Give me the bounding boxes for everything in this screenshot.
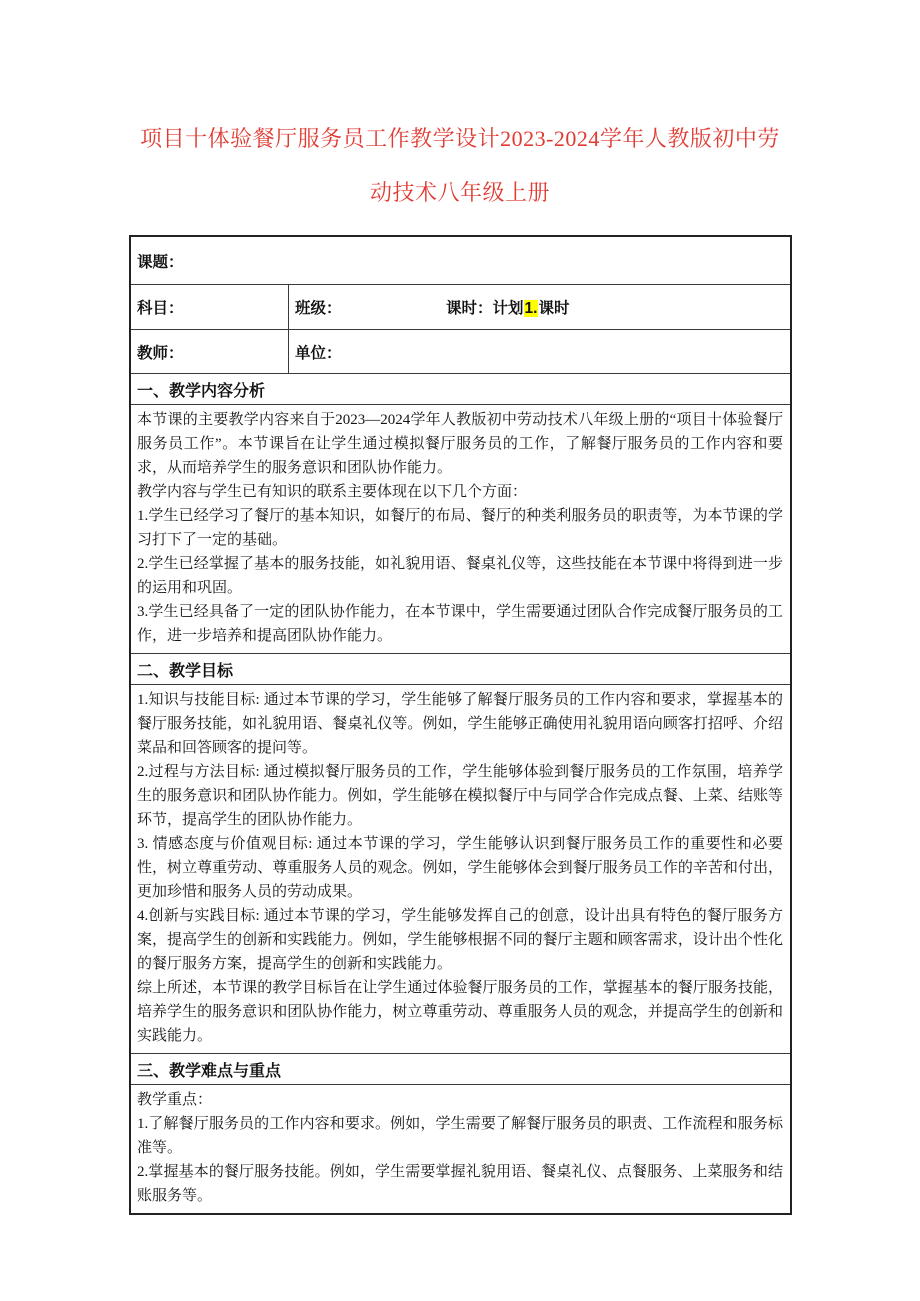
section-2-content xyxy=(131,684,790,1053)
unit-label: 单位： xyxy=(295,344,342,362)
document-title-line-2: 动技术八年级上册 xyxy=(369,180,550,205)
teacher-unit-row xyxy=(131,329,790,373)
paragraph: 教学重点： xyxy=(137,1092,213,1108)
period-suffix: 课时 xyxy=(538,300,570,317)
paragraph: 4.创新与实践目标: 通过本节课的学习，学生能够发挥自己的创意，设计出具有特色的餐厅服务方案，提高学生的创新和实践能力。例如，学生能够根据不同的餐厅主题和顾客需求，设计出个性化的餐厅服务方案，提高学生的创新和实践能力。 xyxy=(137,908,783,972)
paragraph: 1.知识与技能目标: 通过本节课的学习，学生能够了解餐厅服务员的工作内容和要求，掌握基本的餐厅服务技能，如礼貌用语、餐桌礼仪等。例如，学生能够正确使用礼貌用语向顾客打招呼、介绍菜品和回答顾客的提问等。 xyxy=(137,692,783,756)
paragraph: 本节课的主要教学内容来自于2023—2024学年人教版初中劳动技术八年级上册的“项目十体验餐厅服务员工作”。本节课旨在让学生通过模拟餐厅服务员的工作，了解餐厅服务员的工作内容和要求，从而培养学生的服务意识和团队协作能力。 xyxy=(137,412,783,476)
section-1-header: 一、教学内容分析 xyxy=(131,373,790,404)
section-1-content xyxy=(131,404,790,653)
subject-class-period-row xyxy=(131,284,790,329)
subject-label: 科目： xyxy=(137,300,184,317)
paragraph: 1.了解餐厅服务员的工作内容和要求。例如，学生需要了解餐厅服务员的职责、工作流程和服务标准等。 xyxy=(137,1116,783,1156)
topic-row xyxy=(131,237,790,284)
paragraph: 2.学生已经掌握了基本的服务技能，如礼貌用语、餐桌礼仪等，这些技能在本节课中将得到进一步的运用和巩固。 xyxy=(137,556,783,596)
paragraph: 教学内容与学生已有知识的联系主要体现在以下几个方面： xyxy=(137,484,528,500)
topic-cell xyxy=(131,237,790,284)
paragraph: 3.学生已经具备了一定的团队协作能力，在本节课中，学生需要通过团队合作完成餐厅服务员的工作，进一步培养和提高团队协作能力。 xyxy=(137,604,783,644)
lesson-info-table xyxy=(129,235,792,1215)
period-prefix: 课时：计划 xyxy=(446,300,524,317)
period-label xyxy=(446,296,569,318)
document-title xyxy=(60,112,860,220)
class-label: 班级： xyxy=(295,300,342,317)
section-3-content xyxy=(131,1084,790,1213)
period-highlight: 1. xyxy=(524,300,538,317)
unit-cell xyxy=(289,330,790,373)
section-2-header: 二、教学目标 xyxy=(131,653,790,684)
paragraph: 2.掌握基本的餐厅服务技能。例如，学生需要掌握礼貌用语、餐桌礼仪、点餐服务、上菜服务和结账服务等。 xyxy=(137,1164,783,1204)
teacher-cell xyxy=(131,330,289,373)
paragraph: 综上所述，本节课的教学目标旨在让学生通过体验餐厅服务员的工作，掌握基本的餐厅服务技能，培养学生的服务意识和团队协作能力，树立尊重劳动、尊重服务人员的观念，并提高学生的创新和实践能力。 xyxy=(137,980,783,1044)
paragraph: 3. 情感态度与价值观目标: 通过本节课的学习，学生能够认识到餐厅服务员工作的重要性和必要性，树立尊重劳动、尊重服务人员的观念。例如，学生能够体会到餐厅服务员工作的辛苦和付出，更加珍惜和服务人员的劳动成果。 xyxy=(137,836,783,900)
paragraph: 2.过程与方法目标: 通过模拟餐厅服务员的工作，学生能够体验到餐厅服务员的工作氛围，培养学生的服务意识和团队协作能力。例如，学生能够在模拟餐厅中与同学合作完成点餐、上菜、结账等环节，提高学生的团队协作能力。 xyxy=(137,764,783,828)
teacher-label: 教师： xyxy=(137,344,184,362)
paragraph: 1.学生已经学习了餐厅的基本知识，如餐厅的布局、餐厅的种类利服务员的职责等，为本节课的学习打下了一定的基础。 xyxy=(137,508,783,548)
section-3-header: 三、教学难点与重点 xyxy=(131,1053,790,1084)
subject-cell xyxy=(131,285,289,329)
topic-label: 课题： xyxy=(137,253,184,271)
class-period-cell xyxy=(289,285,790,329)
document-title-line-1: 项目十体验餐厅服务员工作教学设计2023-2024学年人教版初中劳 xyxy=(140,126,780,151)
